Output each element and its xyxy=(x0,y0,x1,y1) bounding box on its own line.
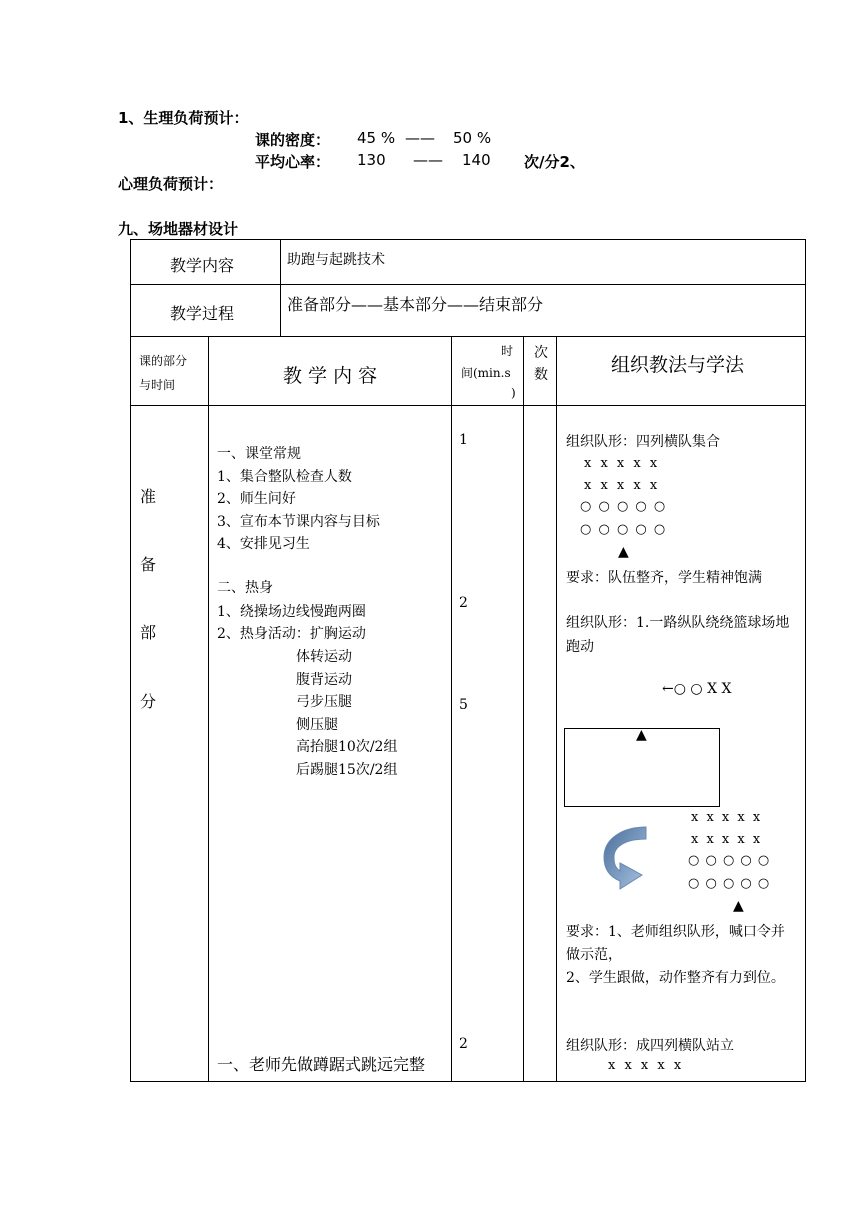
teacher-triangle-icon: ▲ xyxy=(733,898,744,914)
content-line: 二、热身 xyxy=(217,580,273,596)
col-header-part-2: 与时间 xyxy=(139,378,176,392)
content-line: 2、师生问好 xyxy=(217,491,296,507)
formation-3-row: x x x x x xyxy=(691,832,761,847)
warmup-item: 腹背运动 xyxy=(296,672,352,688)
formation-3-row: ○ ○ ○ ○ ○ xyxy=(688,876,770,891)
heart-rate-unit: 次/分2、 xyxy=(524,153,585,171)
formation-3-row: ○ ○ ○ ○ ○ xyxy=(688,853,770,868)
col-header-time-3: ) xyxy=(511,386,516,400)
requirement-2-line-2: 做示范， xyxy=(566,947,622,963)
heart-rate-dash: —— xyxy=(413,151,443,169)
formation-3-row: x x x x x xyxy=(691,810,761,825)
content-line: 3、宣布本节课内容与目标 xyxy=(217,514,380,530)
density-label: 课的密度： xyxy=(255,131,331,149)
part-char: 分 xyxy=(140,692,157,711)
heart-rate-label: 平均心率： xyxy=(255,153,331,171)
teaching-content-label: 教学内容 xyxy=(170,256,235,275)
warmup-item: 后踢腿15次/2组 xyxy=(296,762,398,778)
formation-4-row: x x x x x xyxy=(608,1058,682,1073)
time-value: 1 xyxy=(459,432,468,448)
part-char: 备 xyxy=(140,555,157,574)
requirement-2-line-3: 2、学生跟做，动作整齐有力到位。 xyxy=(566,970,785,986)
psych-load-heading: 心理负荷预计： xyxy=(118,175,224,193)
time-value: 5 xyxy=(459,697,468,713)
density-low: 45 % xyxy=(357,129,396,147)
heart-rate-high: 140 xyxy=(462,151,491,169)
run-line: ←○ ○ X X xyxy=(662,681,732,697)
requirement-2-line-1: 要求：1、老师组织队形，喊口令并 xyxy=(566,924,785,940)
col-header-time-2: 间(min.s xyxy=(461,366,511,380)
teaching-process-value: 准备部分——基本部分——结束部分 xyxy=(287,295,544,314)
content-line: 一、课堂常规 xyxy=(217,446,301,462)
formation-1-row: ○ ○ ○ ○ ○ xyxy=(580,522,666,537)
col-header-time-1: 时 xyxy=(501,344,514,358)
content-bottom-line: 一、老师先做蹲踞式跳远完整 xyxy=(217,1055,426,1074)
warmup-item: 侧压腿 xyxy=(296,717,338,733)
curved-arrow-icon xyxy=(600,825,648,891)
formation-1-row: x x x x x xyxy=(584,456,658,471)
warmup-item: 弓步压腿 xyxy=(296,694,352,710)
part-char: 部 xyxy=(140,623,157,642)
col-header-part-1: 课的部分 xyxy=(139,354,188,368)
content-line: 1、绕操场边线慢跑两圈 xyxy=(217,604,366,620)
formation-2-title-2: 跑动 xyxy=(566,639,594,655)
heart-rate-low: 130 xyxy=(357,151,386,169)
formation-1-row: x x x x x xyxy=(584,478,658,493)
formation-1-title: 组织队形：四列横队集合 xyxy=(566,434,720,450)
col-header-org: 组织教法与学法 xyxy=(611,354,745,376)
requirement-1: 要求：队伍整齐，学生精神饱满 xyxy=(566,570,762,586)
formation-4-title: 组织队形：成四列横队站立 xyxy=(566,1038,734,1054)
formation-1-row: ○ ○ ○ ○ ○ xyxy=(580,499,666,514)
part-char: 准 xyxy=(140,487,157,506)
warmup-item: 高抬腿10次/2组 xyxy=(296,739,398,755)
density-high: 50 % xyxy=(453,129,492,147)
teacher-triangle-icon: ▲ xyxy=(636,727,647,743)
physio-load-heading: 1、生理负荷预计： xyxy=(118,109,249,127)
col-header-count-2: 数 xyxy=(534,367,548,383)
content-line: 1、集合整队检查人数 xyxy=(217,469,352,485)
teacher-triangle-icon: ▲ xyxy=(618,544,629,560)
content-line: 4、安排见习生 xyxy=(217,536,310,552)
section-title: 九、场地器材设计 xyxy=(118,220,239,238)
teaching-content-value: 助跑与起跳技术 xyxy=(287,252,385,268)
density-dash: —— xyxy=(405,129,435,147)
time-value: 2 xyxy=(459,595,468,611)
time-value: 2 xyxy=(459,1036,468,1052)
teaching-process-label: 教学过程 xyxy=(170,304,235,323)
content-line: 2、热身活动：扩胸运动 xyxy=(217,626,366,642)
formation-2-title-1: 组织队形：1.一路纵队绕绕篮球场地 xyxy=(566,615,790,631)
warmup-item: 体转运动 xyxy=(296,649,352,665)
col-header-count-1: 次 xyxy=(534,345,548,361)
col-header-content: 教 学 内 容 xyxy=(283,365,378,387)
